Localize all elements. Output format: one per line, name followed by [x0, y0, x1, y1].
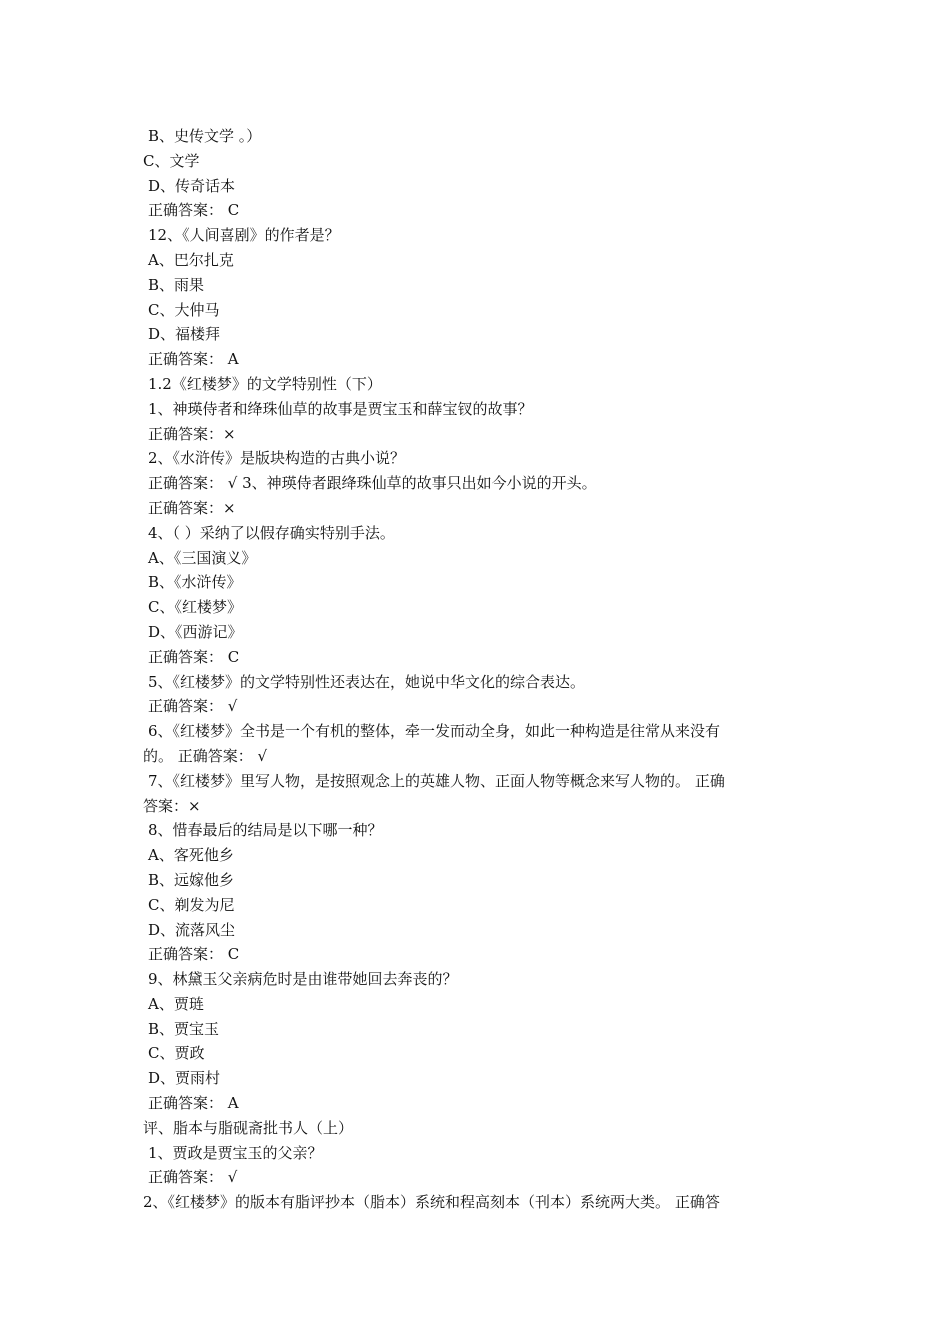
text-line: A、巴尔扎克: [148, 250, 234, 269]
text-line: 4、（ ）采纳了以假存确实特别手法。: [148, 523, 395, 542]
text-line: C、《红楼梦》: [148, 598, 242, 617]
text-line: 8、惜春最后的结局是以下哪一种？: [148, 821, 383, 840]
text-line: 正确答案： √: [148, 697, 238, 716]
text-line: 正确答案： C: [148, 201, 240, 220]
text-line: 5、《红楼梦》的文学特别性还表达在，她说中华文化的综合表达。: [148, 672, 586, 691]
text-line: B、远嫁他乡: [148, 870, 235, 889]
text-line: 正确答案： √ 3、神瑛侍者跟绛珠仙草的故事只出如今小说的开头。: [148, 474, 597, 493]
text-line: 正确答案： C: [148, 647, 240, 666]
text-line: 评、脂本与脂砚斋批书人（上）: [143, 1118, 354, 1137]
text-line: 6、《红楼梦》全书是一个有机的整体，牵一发而动全身，如此一种构造是往常从来没有: [148, 722, 721, 741]
text-line: D、福楼拜: [148, 325, 221, 344]
text-line: A、《三国演义》: [148, 548, 257, 567]
text-line: C、大仲马: [148, 300, 220, 319]
text-line: 正确答案： √: [148, 1168, 238, 1187]
text-line: C、剃发为尼: [148, 895, 235, 914]
text-line: A、客死他乡: [148, 846, 234, 865]
text-line: D、流落风尘: [148, 920, 236, 939]
text-line: 正确答案： A: [148, 1094, 239, 1113]
text-line: B、史传文学 。）: [148, 127, 262, 145]
text-line: C、文学: [143, 151, 200, 170]
text-line: 2、《红楼梦》的版本有脂评抄本（脂本）系统和程高刻本（刊本）系统两大类。 正确答: [143, 1193, 720, 1212]
text-line: 的。 正确答案： √: [143, 746, 268, 765]
text-line: B、贾宝玉: [148, 1019, 220, 1038]
text-line: C、贾政: [148, 1044, 205, 1063]
text-line: 12、《人间喜剧》的作者是？: [148, 226, 340, 245]
text-line: 正确答案：×: [148, 498, 236, 517]
text-line: D、传奇话本: [148, 176, 236, 195]
text-line: 答案：×: [143, 796, 201, 815]
text-line: 1、贾政是贾宝玉的父亲？: [148, 1143, 323, 1162]
text-line: D、《西游记》: [148, 622, 243, 641]
text-line: B、雨果: [148, 275, 205, 294]
text-line: 1、神瑛侍者和绛珠仙草的故事是贾宝玉和薛宝钗的故事？: [148, 399, 533, 418]
text-line: 7、《红楼梦》里写人物，是按照观念上的英雄人物、正面人物等概念来写人物的。 正确: [148, 771, 725, 790]
text-line: D、贾雨村: [148, 1069, 221, 1088]
document-page: [143, 124, 813, 1215]
text-line: 9、林黛玉父亲病危时是由谁带她回去奔丧的？: [148, 970, 458, 989]
text-line: 2、《水浒传》是版块构造的古典小说？: [148, 449, 406, 468]
text-line: 正确答案： A: [148, 350, 239, 369]
text-line: B、《水浒传》: [148, 573, 242, 592]
text-line: 正确答案：×: [148, 424, 236, 443]
text-line: A、贾琏: [148, 994, 204, 1013]
text-line: 正确答案： C: [148, 945, 240, 964]
text-line: 1.2《红楼梦》的文学特别性（下）: [148, 374, 382, 393]
